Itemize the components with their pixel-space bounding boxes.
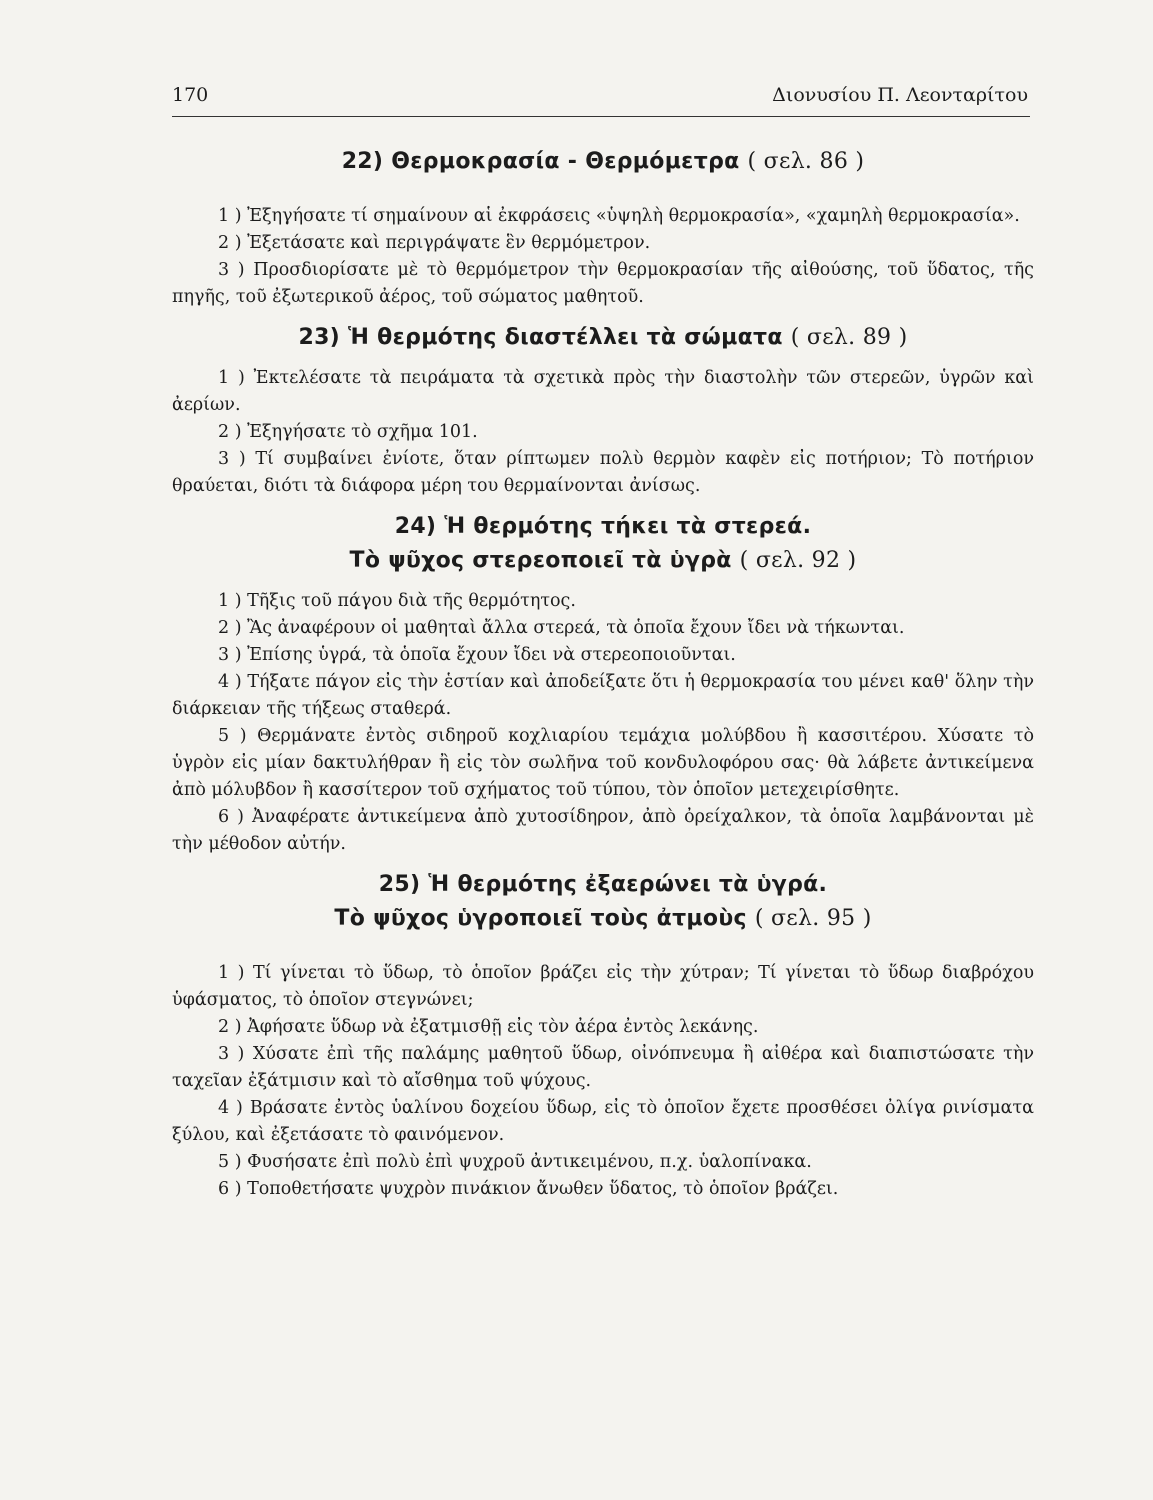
exercise-item: 6 ) Ἀναφέρατε ἀντικείμενα ἀπὸ χυτοσίδηρον, ἀπὸ ὀρείχαλκον, τὰ ὁποῖα λαμβάνονται μὲ τὴν μέθοδον αὐτήν.: [172, 807, 1034, 854]
exercise-item: 5 ) Θερμάνατε ἐντὸς σιδηροῦ κοχλιαρίου τεμάχια μολύβδου ἢ κασσιτέρου. Χύσατε τὸ ὑγρὸν εἰς μίαν δακτυλήθραν ἢ εἰς τὸν σωλῆνα τοῦ κονδυλοφόρου σας· θὰ λάβετε ἀντικείμενα ἀπὸ μόλυβδον ἢ κασσίτερον τοῦ σχήματος τοῦ τύπου, τὸν ὁποῖον μετεχειρίσθητε.: [172, 726, 1034, 800]
section-title: 25) Ἡ θερμότης ἐξαερώνει τὰ ὑγρά.: [378, 872, 828, 897]
exercise-item: 1 ) Ἐξηγήσατε τί σημαίνουν αἱ ἐκφράσεις «ὑψηλὴ θερμοκρασία», «χαμηλὴ θερμοκρασία».: [218, 206, 1020, 226]
section-title: 24) Ἡ θερμότης τήκει τὰ στερεά.: [394, 514, 812, 539]
page-reference: ( σελ. 86 ): [747, 149, 865, 174]
exercise-item: 3 ) Χύσατε ἐπὶ τῆς παλάμης μαθητοῦ ὕδωρ, οἰνόπνευμα ἢ αἰθέρα καὶ διαπιστώσατε τὴν ταχεῖαν ἐξάτμισιν καὶ τὸ αἴσθημα τοῦ ψύχους.: [172, 1044, 1034, 1091]
exercise-item: 3 ) Ἐπίσης ὑγρά, τὰ ὁποῖα ἔχουν ἴδει νὰ στερεοποιοῦνται.: [218, 645, 736, 665]
running-author: Διονυσίου Π. Λεονταρίτου: [772, 84, 1028, 106]
section-heading: [172, 510, 1034, 578]
section-heading: [172, 868, 1034, 936]
page-reference: ( σελ. 89 ): [790, 325, 908, 350]
section-heading: [172, 145, 1034, 179]
page-content: [172, 145, 1034, 1203]
section-subtitle: Τὸ ψῦχος στερεοποιεῖ τὰ ὑγρὰ: [349, 548, 732, 573]
page-reference: ( σελ. 95 ): [754, 906, 872, 931]
exercise-item: 1 ) Τῆξις τοῦ πάγου διὰ τῆς θερμότητος.: [218, 591, 576, 611]
exercise-item: 6 ) Τοποθετήσατε ψυχρὸν πινάκιον ἄνωθεν ὕδατος, τὸ ὁποῖον βράζει.: [218, 1179, 839, 1199]
running-header: [172, 80, 1030, 117]
exercise-item: 2 ) Ἂς ἀναφέρουν οἱ μαθηταὶ ἄλλα στερεά, τὰ ὁποῖα ἔχουν ἴδει νὰ τήκωνται.: [218, 618, 905, 638]
section-subtitle: Τὸ ψῦχος ὑγροποιεῖ τοὺς ἀτμοὺς: [334, 906, 747, 931]
exercise-item: 1 ) Ἐκτελέσατε τὰ πειράματα τὰ σχετικὰ πρὸς τὴν διαστολὴν τῶν στερεῶν, ὑγρῶν καὶ ἀερίων.: [172, 368, 1034, 415]
exercise-item: 3 ) Τί συμβαίνει ἐνίοτε, ὅταν ρίπτωμεν πολὺ θερμὸν καφὲν εἰς ποτήριον; Τὸ ποτήριον θραύεται, διότι τὰ διάφορα μέρη του θερμαίνονται ἀνίσως.: [172, 449, 1034, 496]
exercise-item: 4 ) Τήξατε πάγον εἰς τὴν ἑστίαν καὶ ἀποδείξατε ὅτι ἡ θερμοκρασία του μένει καθ' ὅλην τὴν διάρκειαν τῆς τήξεως σταθερά.: [172, 672, 1034, 719]
exercise-item: 3 ) Προσδιορίσατε μὲ τὸ θερμόμετρον τὴν θερμοκρασίαν τῆς αἰθούσης, τοῦ ὕδατος, τῆς πηγῆς, τοῦ ἐξωτερικοῦ ἀέρος, τοῦ σώματος μαθητοῦ.: [172, 260, 1034, 307]
exercise-item: 5 ) Φυσήσατε ἐπὶ πολὺ ἐπὶ ψυχροῦ ἀντικειμένου, π.χ. ὑαλοπίνακα.: [218, 1152, 812, 1172]
exercise-item: 1 ) Τί γίνεται τὸ ὕδωρ, τὸ ὁποῖον βράζει εἰς τὴν χύτραν; Τί γίνεται τὸ ὕδωρ διαβρόχου ὑφάσματος, τὸ ὁποῖον στεγνώνει;: [172, 963, 1034, 1010]
page-reference: ( σελ. 92 ): [739, 548, 857, 573]
exercise-item: 2 ) Ἐξηγήσατε τὸ σχῆμα 101.: [218, 422, 478, 442]
page-number: 170: [172, 84, 209, 106]
exercise-item: 2 ) Ἀφήσατε ὕδωρ νὰ ἐξατμισθῇ εἰς τὸν ἀέρα ἐντὸς λεκάνης.: [218, 1017, 759, 1037]
exercise-item: 4 ) Βράσατε ἐντὸς ὑαλίνου δοχείου ὕδωρ, εἰς τὸ ὁποῖον ἔχετε προσθέσει ὀλίγα ρινίσματα ξύλου, καὶ ἐξετάσατε τὸ φαινόμενον.: [172, 1098, 1034, 1145]
section-title: 22) Θερμοκρασία - Θερμόμετρα: [341, 149, 740, 174]
section-heading: [172, 321, 1034, 355]
section-title: 23) Ἡ θερμότης διαστέλλει τὰ σώματα: [298, 325, 783, 350]
exercise-item: 2 ) Ἐξετάσατε καὶ περιγράψατε ἓν θερμόμετρον.: [218, 233, 651, 253]
